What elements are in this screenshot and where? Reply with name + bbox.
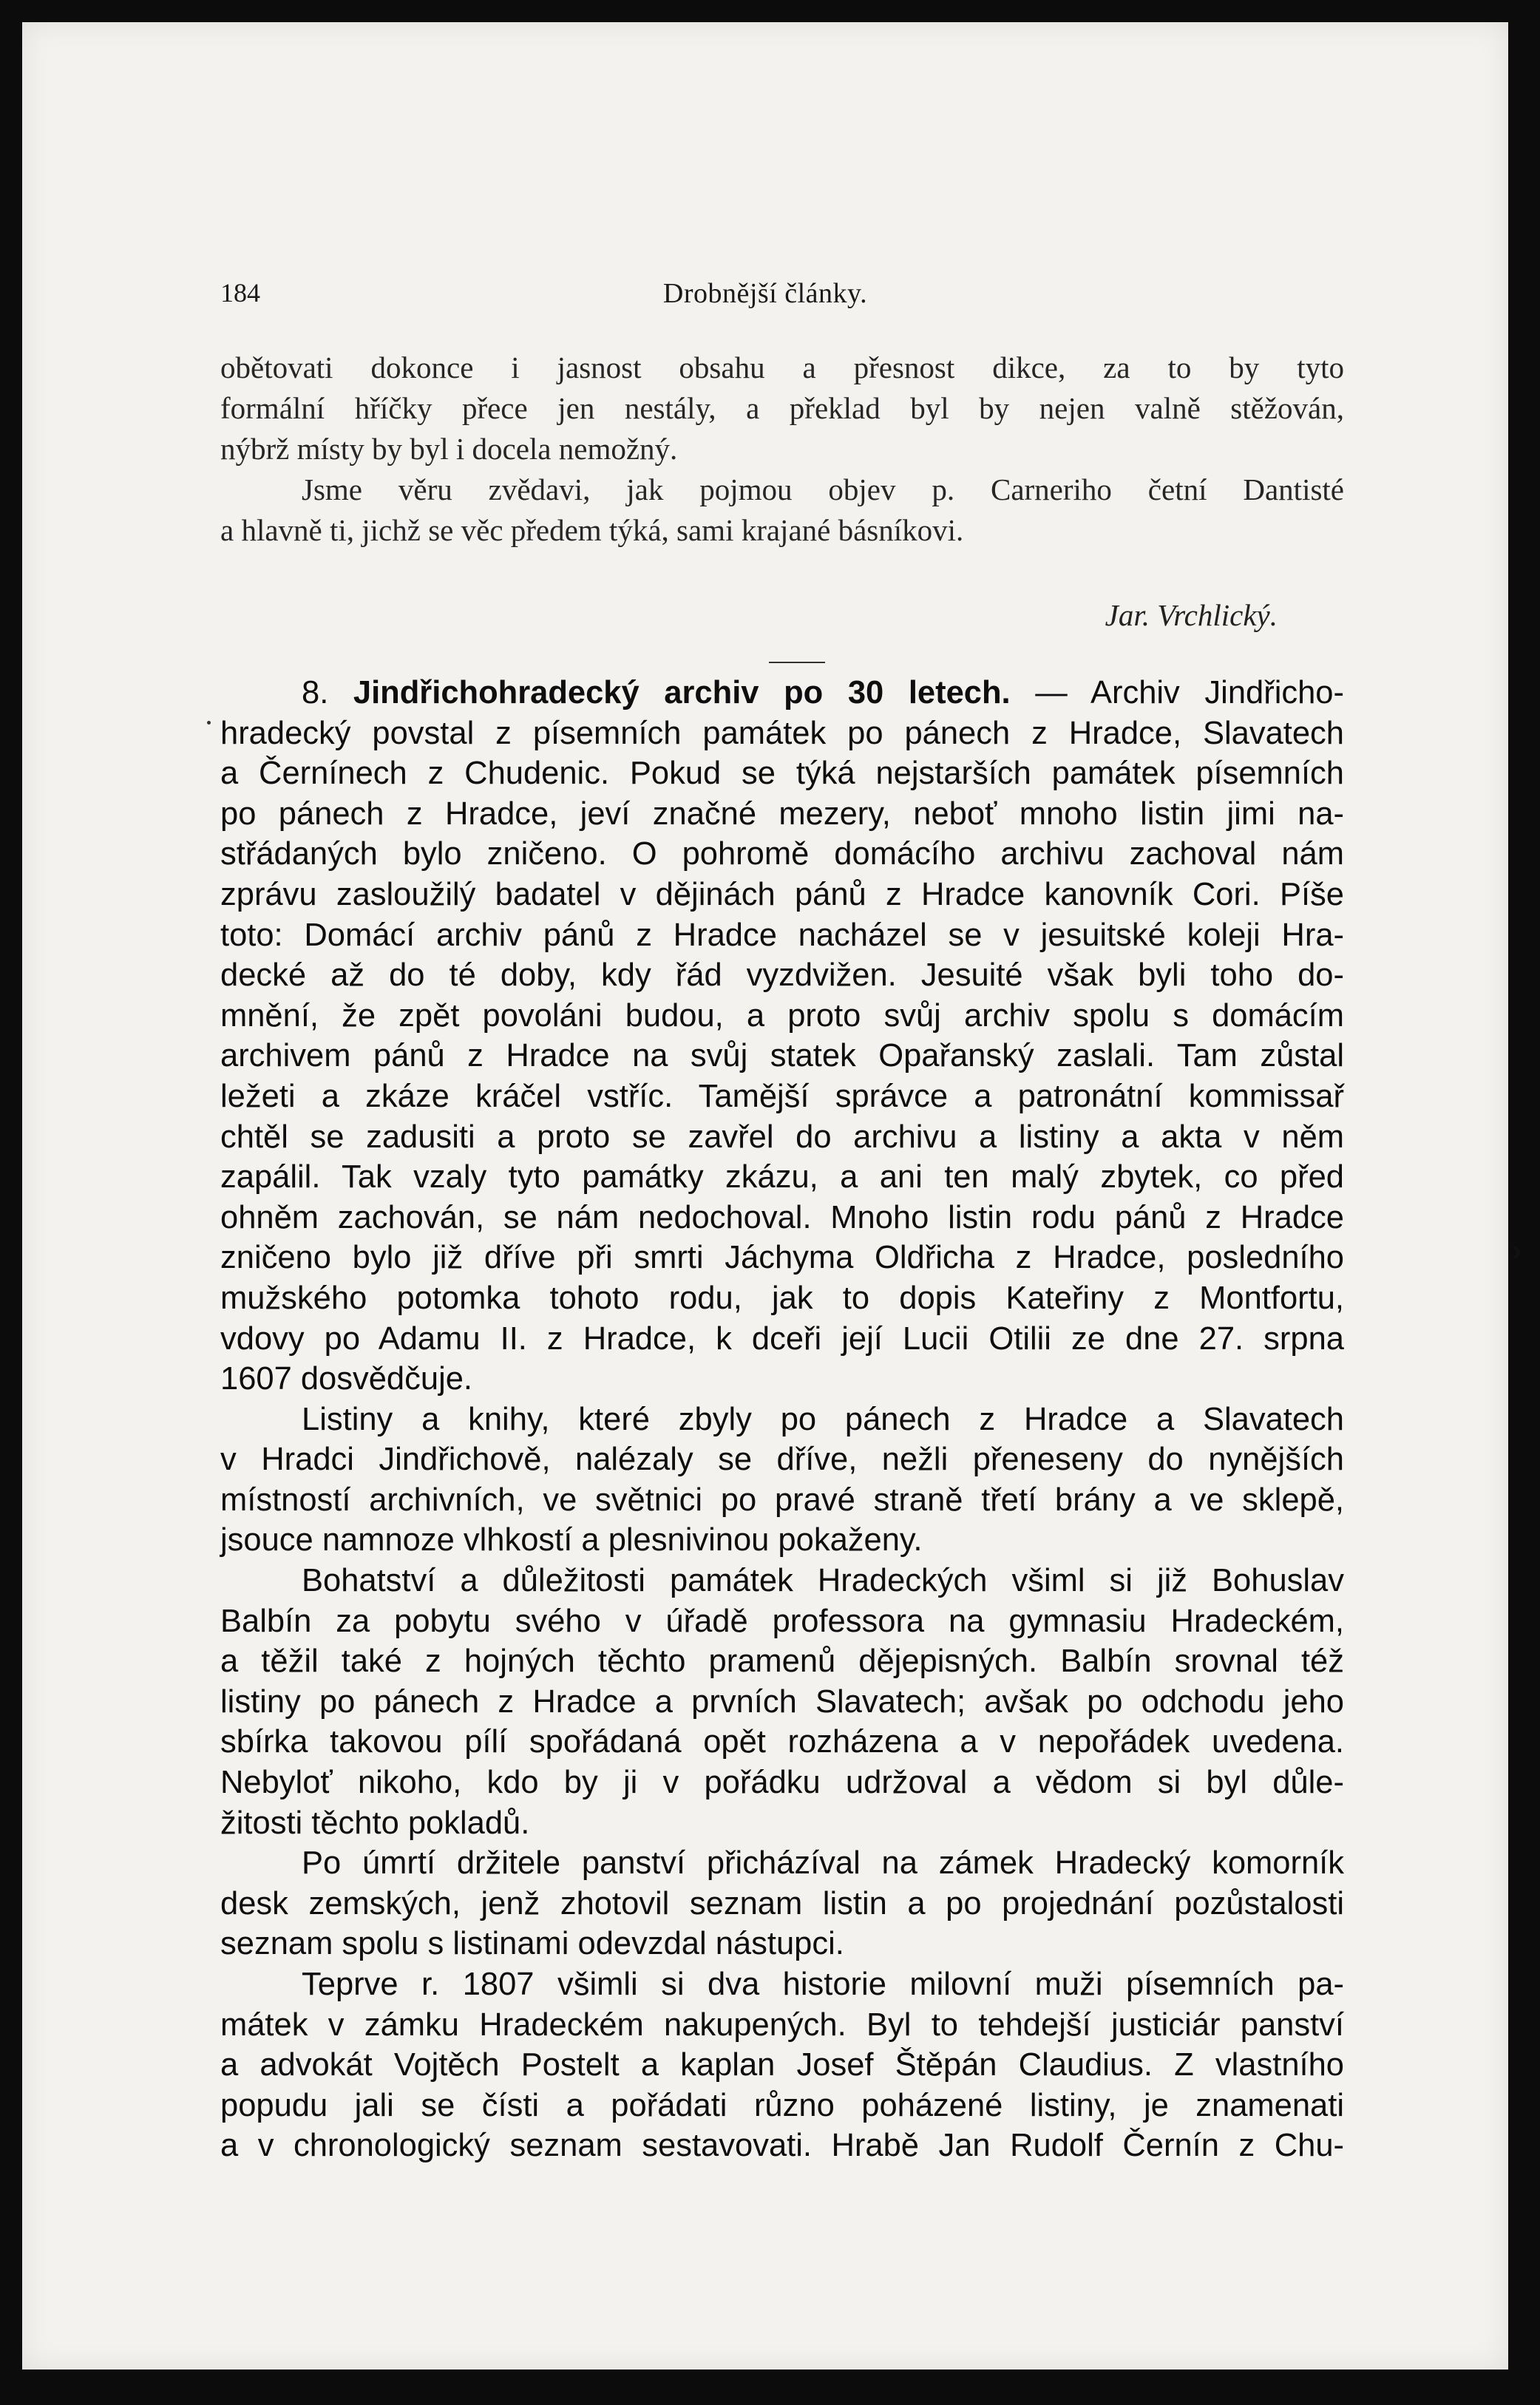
text-line: obětovati dokonce i jasnost obsahu a přesnost dikce, za to by tyto (220, 350, 1344, 384)
text-line: sbírka takovou pílí spořádaná opět rozházena a v nepořádek uvedena. (220, 1724, 1344, 1760)
text-line: a hlavně ti, jichž se věc předem týká, sami krajané básníkovi. (220, 513, 964, 547)
author-signature: Jar. Vrchlický. (1105, 598, 1278, 632)
running-head: Drobnější články. (662, 278, 868, 309)
text-line: mužského potomka tohoto rodu, jak to dopis Kateřiny z Montfortu, (220, 1280, 1344, 1316)
text-line: mátek v zámku Hradeckém nakupených. Byl to tehdejší justiciár panství (220, 2007, 1344, 2043)
text-line: formální hříčky přece jen nestály, a překlad byl by nejen valně stěžován, (220, 391, 1344, 425)
text-line: zapálil. Tak vzaly tyto památky zkázu, a ani ten malý zbytek, co před (220, 1159, 1344, 1195)
text-line: zprávu zasloužilý badatel v dějinách pánů z Hradce kanovník Cori. Píše (220, 876, 1344, 912)
text-line: nýbrž místy by byl i docela nemožný. (220, 432, 678, 466)
text-line: po pánech z Hradce, jeví značné mezery, neboť mnoho listin jimi na- (220, 796, 1344, 832)
text-line: Balbín za pobytu svého v úřadě professora na gymnasiu Hradeckém, (220, 1603, 1344, 1639)
text-line: a v chronologický seznam sestavovati. Hrabě Jan Rudolf Černín z Chu- (220, 2128, 1344, 2164)
text-line: decké až do té doby, kdy řád vyzdvižen. Jesuité však byli toho do- (220, 957, 1344, 994)
text-line: žitosti těchto pokladů. (220, 1805, 530, 1841)
article-title: Jindřichohradecký archiv po 30 letech. (353, 675, 1011, 710)
page-number: 184 (220, 278, 260, 308)
text-line: jsouce namnoze vlhkostí a plesnivinou pokaženy. (220, 1522, 923, 1558)
text-line: místností archivních, ve světnici po pravé straně třetí brány a ve sklepě, (220, 1482, 1344, 1518)
section-divider (769, 662, 825, 663)
text-line: a advokát Vojtěch Postelt a kaplan Josef Štěpán Claudius. Z vlastního (220, 2047, 1344, 2083)
article-1-text (220, 347, 1344, 551)
text-line: listiny po pánech z Hradce a prvních Slavatech; avšak po odchodu jeho (220, 1683, 1344, 1720)
text-line: hradecký povstal z písemních památek po pánech z Hradce, Slavatech (220, 715, 1344, 751)
article-first-line: — Archiv Jindřicho- (1010, 675, 1344, 710)
text-line: Listiny a knihy, které zbyly po pánech z Hradce a Slavatech (302, 1401, 1344, 1437)
article-number: 8. (302, 675, 329, 710)
text-line: toto: Domácí archiv pánů z Hradce nacházel se v jesuitské koleji Hra- (220, 917, 1344, 953)
text-line: ležeti a zkáze kráčel vstříc. Tamější správce a patronátní kommissař (220, 1078, 1344, 1114)
text-line: popudu jali se čísti a pořádati různo poházené listiny, je znamenati (220, 2087, 1344, 2123)
text-line: a těžil také z hojných těchto pramenů dějepisných. Balbín srovnal též (220, 1644, 1344, 1680)
margin-dot (207, 721, 211, 725)
text-line: v Hradci Jindřichově, nalézaly se dříve, nežli přeneseny do nynějších (220, 1442, 1344, 1478)
text-line: Jsme věru zvědavi, jak pojmou objev p. Carneriho četní Dantisté (302, 472, 1344, 506)
text-line: ohněm zachován, se nám nedochoval. Mnoho listin rodu pánů z Hradce (220, 1199, 1344, 1235)
text-line: chtěl se zadusiti a proto se zavřel do archivu a listiny a akta v něm (220, 1119, 1344, 1155)
text-line: a Černínech z Chudenic. Pokud se týká nejstarších památek písemních (220, 756, 1344, 792)
text-line: zničeno bylo již dříve při smrti Jáchyma Oldřicha z Hradce, posledního (220, 1240, 1344, 1276)
page-header (22, 277, 1508, 322)
margin-mark: › (1512, 1235, 1522, 1267)
text-line: Po úmrtí držitele panství přicházíval na zámek Hradecký komorník (302, 1845, 1344, 1882)
text-line: mnění, že zpět povoláni budou, a proto svůj archiv spolu s domácím (220, 997, 1344, 1034)
text-line: Nebyloť nikoho, kdo by ji v pořádku udržoval a vědom si byl důle- (220, 1765, 1344, 1801)
text-line: Teprve r. 1807 všimli si dva historie milovní muži písemních pa- (302, 1967, 1344, 2002)
book-page (22, 22, 1522, 2370)
text-line: střádaných bylo zničeno. O pohromě domácího archivu zachoval nám (220, 836, 1344, 872)
article-2-text (220, 673, 1344, 2166)
text-line: desk zemských, jenž zhotovil seznam listin a po projednání pozůstalosti (220, 1885, 1344, 1921)
text-line: archivem pánů z Hradce na svůj statek Opařanský zaslali. Tam zůstal (220, 1038, 1344, 1074)
text-line: Bohatství a důležitosti památek Hradeckých všiml si již Bohuslav (302, 1563, 1344, 1599)
text-line: seznam spolu s listinami odevzdal nástupci. (220, 1926, 844, 1962)
article-heading-line (220, 673, 1344, 713)
text-line: 1607 dosvědčuje. (220, 1361, 473, 1397)
text-line: vdovy po Adamu II. z Hradce, k dceři její Lucii Otilii ze dne 27. srpna (220, 1320, 1344, 1357)
